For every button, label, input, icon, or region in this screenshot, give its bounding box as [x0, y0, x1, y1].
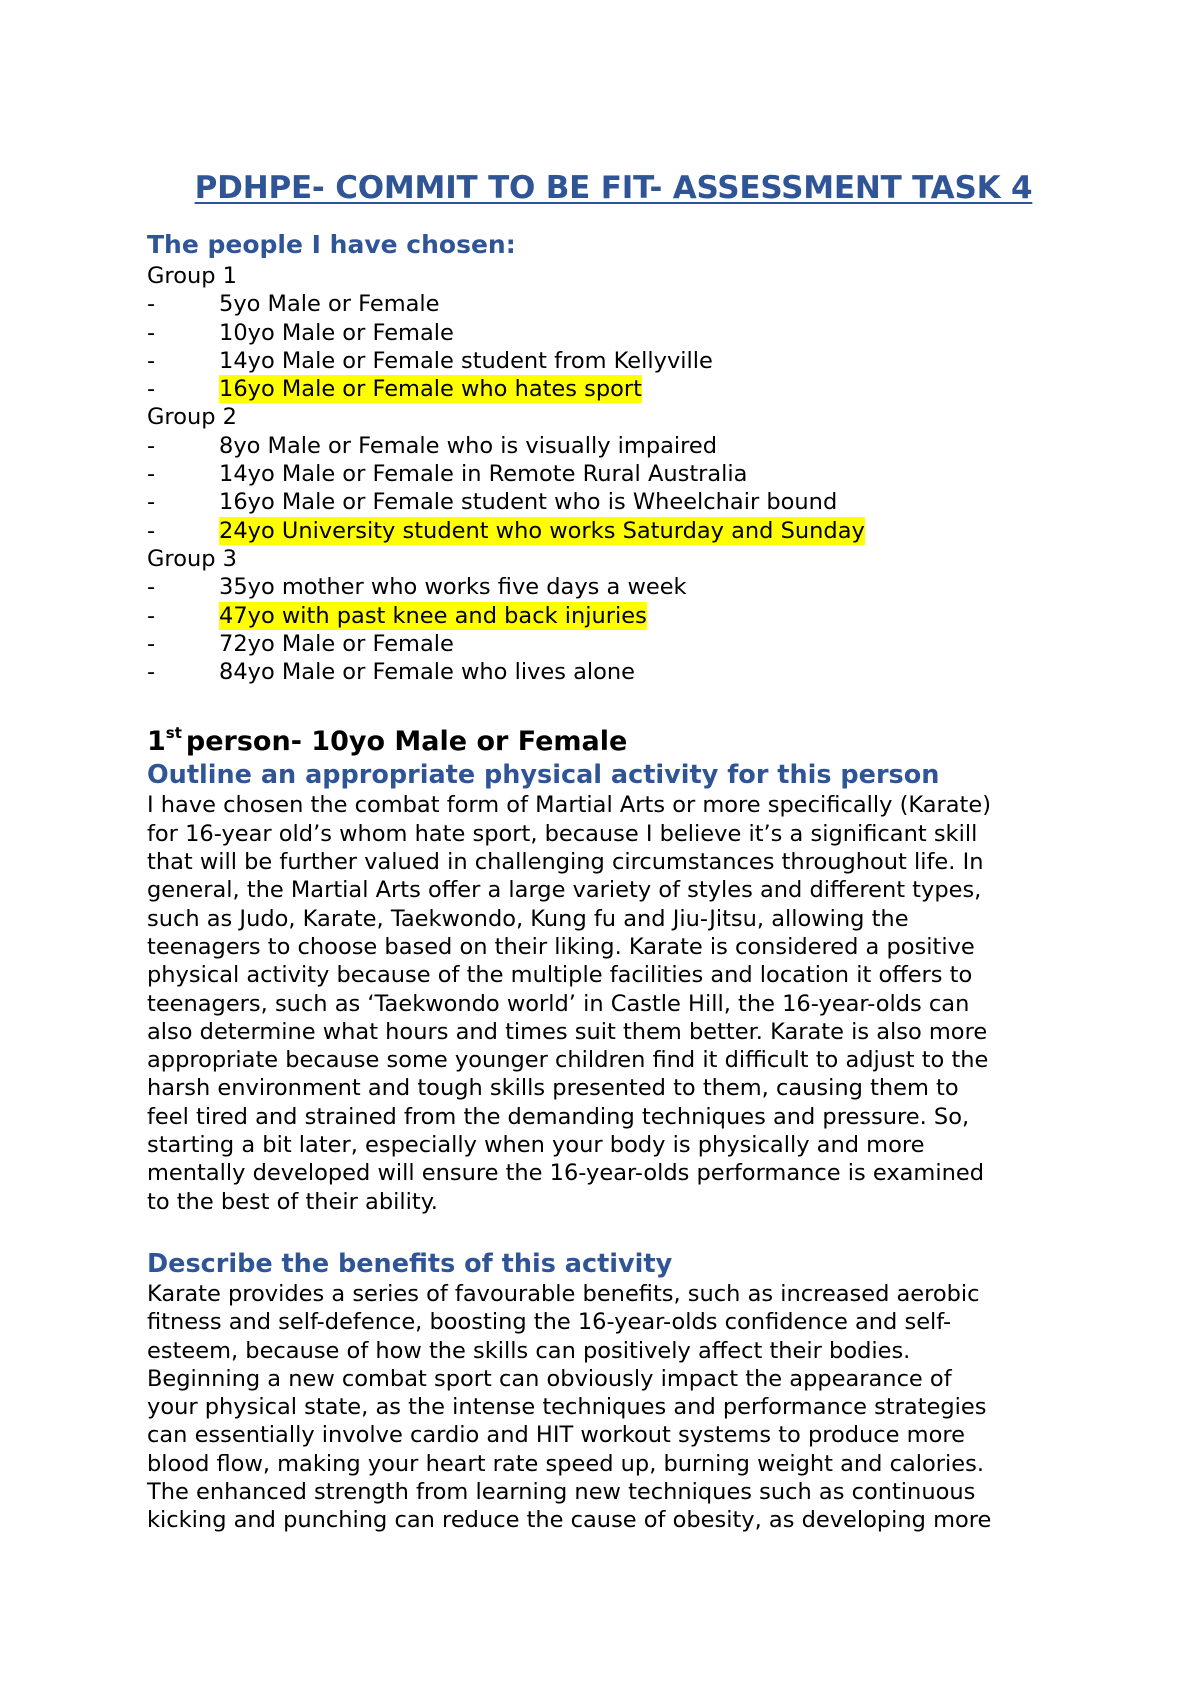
paragraph-line: appropriate because some younger children find it difficult to adjust to the: [147, 1047, 989, 1074]
list-item-text-highlighted: 16yo Male or Female who hates sport: [219, 376, 642, 403]
paragraph-line: can essentially involve cardio and HIT workout systems to produce more: [147, 1422, 965, 1449]
section-heading-outline: Outline an appropriate physical activity for this person: [147, 760, 940, 791]
paragraph-line: kicking and punching can reduce the cause of obesity, as developing more: [147, 1507, 992, 1534]
paragraph-line: esteem, because of how the skills can positively affect their bodies.: [147, 1337, 911, 1364]
paragraph-line: harsh environment and tough skills presented to them, causing them to: [147, 1075, 959, 1102]
paragraph-line: that will be further valued in challenging circumstances throughout life. In: [147, 849, 984, 876]
list-dash: -: [147, 461, 156, 488]
list-item-text: 72yo Male or Female: [219, 630, 454, 657]
list-item: [147, 630, 1080, 658]
paragraph-line: teenagers, such as ‘Taekwondo world’ in Castle Hill, the 16-year-olds can: [147, 990, 970, 1017]
list-item: [147, 460, 1080, 488]
paragraph-line: for 16-year old’s whom hate sport, because I believe it’s a significant skill: [147, 820, 978, 847]
list-dash: -: [147, 517, 156, 544]
list-item-text-highlighted: 47yo with past knee and back injuries: [219, 602, 647, 629]
paragraph-line: I have chosen the combat form of Martial Arts or more specifically (Karate): [147, 792, 991, 819]
list-dash: -: [147, 602, 156, 629]
list-dash: -: [147, 291, 156, 318]
list-dash: -: [147, 489, 156, 516]
paragraph-line: to the best of their ability.: [147, 1188, 438, 1215]
paragraph-line: mentally developed will ensure the 16-year-olds performance is examined: [147, 1160, 984, 1187]
list-item: [147, 319, 1080, 347]
paragraph-line: teenagers to choose based on their liking. Karate is considered a positive: [147, 933, 975, 960]
paragraph-outline: [147, 791, 1080, 1215]
list-item: [147, 375, 1080, 403]
list-dash: -: [147, 574, 156, 601]
groups-list: [147, 262, 1080, 686]
list-item-text: 8yo Male or Female who is visually impaired: [219, 432, 718, 459]
document-title: PDHPE- COMMIT TO BE FIT- ASSESSMENT TASK 4: [194, 170, 1033, 206]
paragraph-line: general, the Martial Arts offer a large variety of styles and different types,: [147, 877, 982, 904]
person-heading: [147, 716, 1080, 759]
list-dash: -: [147, 347, 156, 374]
list-item: [147, 432, 1080, 460]
list-item: [147, 347, 1080, 375]
list-item: [147, 290, 1080, 318]
list-item-text: 16yo Male or Female student who is Wheelchair bound: [219, 489, 838, 516]
list-item-text: 14yo Male or Female in Remote Rural Australia: [219, 461, 748, 488]
list-item: [147, 517, 1080, 545]
list-item-text: 84yo Male or Female who lives alone: [219, 659, 636, 686]
list-item: [147, 658, 1080, 686]
list-dash: -: [147, 659, 156, 686]
paragraph-line: your physical state, as the intense techniques and performance strategies: [147, 1394, 987, 1421]
list-item-text-highlighted: 24yo University student who works Saturday and Sunday: [219, 517, 865, 544]
list-dash: -: [147, 630, 156, 657]
list-item-text: 10yo Male or Female: [219, 319, 454, 346]
paragraph-line: such as Judo, Karate, Taekwondo, Kung fu and Jiu-Jitsu, allowing the: [147, 905, 909, 932]
list-dash: -: [147, 376, 156, 403]
list-item-text: 5yo Male or Female: [219, 291, 440, 318]
paragraph-line: starting a bit later, especially when your body is physically and more: [147, 1132, 925, 1159]
paragraph-line: blood flow, making your heart rate speed up, burning weight and calories.: [147, 1450, 985, 1477]
group-label: Group 1: [147, 263, 237, 289]
group-label: Group 2: [147, 404, 237, 431]
list-item-text: 14yo Male or Female student from Kellyville: [219, 347, 713, 374]
group-label: Group 3: [147, 545, 237, 572]
paragraph-line: The enhanced strength from learning new techniques such as continuous: [147, 1478, 976, 1505]
list-dash: -: [147, 432, 156, 459]
person-number: 1: [147, 726, 166, 758]
people-heading: The people I have chosen:: [147, 230, 516, 259]
section-heading-benefits: Describe the benefits of this activity: [147, 1248, 673, 1279]
paragraph-line: Karate provides a series of favourable benefits, such as increased aerobic: [147, 1280, 980, 1307]
list-item: [147, 488, 1080, 516]
person-ordinal-suffix: st: [165, 724, 182, 743]
list-item: [147, 602, 1080, 630]
paragraph-line: fitness and self-defence, boosting the 16-year-olds confidence and self-: [147, 1309, 952, 1336]
paragraph-benefits: [147, 1280, 1080, 1535]
list-dash: -: [147, 319, 156, 346]
paragraph-line: also determine what hours and times suit them better. Karate is also more: [147, 1018, 988, 1045]
person-heading-text: person- 10yo Male or Female: [185, 726, 628, 758]
list-item: [147, 573, 1080, 601]
paragraph-line: Beginning a new combat sport can obviously impact the appearance of: [147, 1365, 952, 1392]
paragraph-line: physical activity because of the multiple facilities and location it offers to: [147, 962, 973, 989]
list-item-text: 35yo mother who works five days a week: [219, 574, 687, 601]
paragraph-line: feel tired and strained from the demanding techniques and pressure. So,: [147, 1103, 970, 1130]
